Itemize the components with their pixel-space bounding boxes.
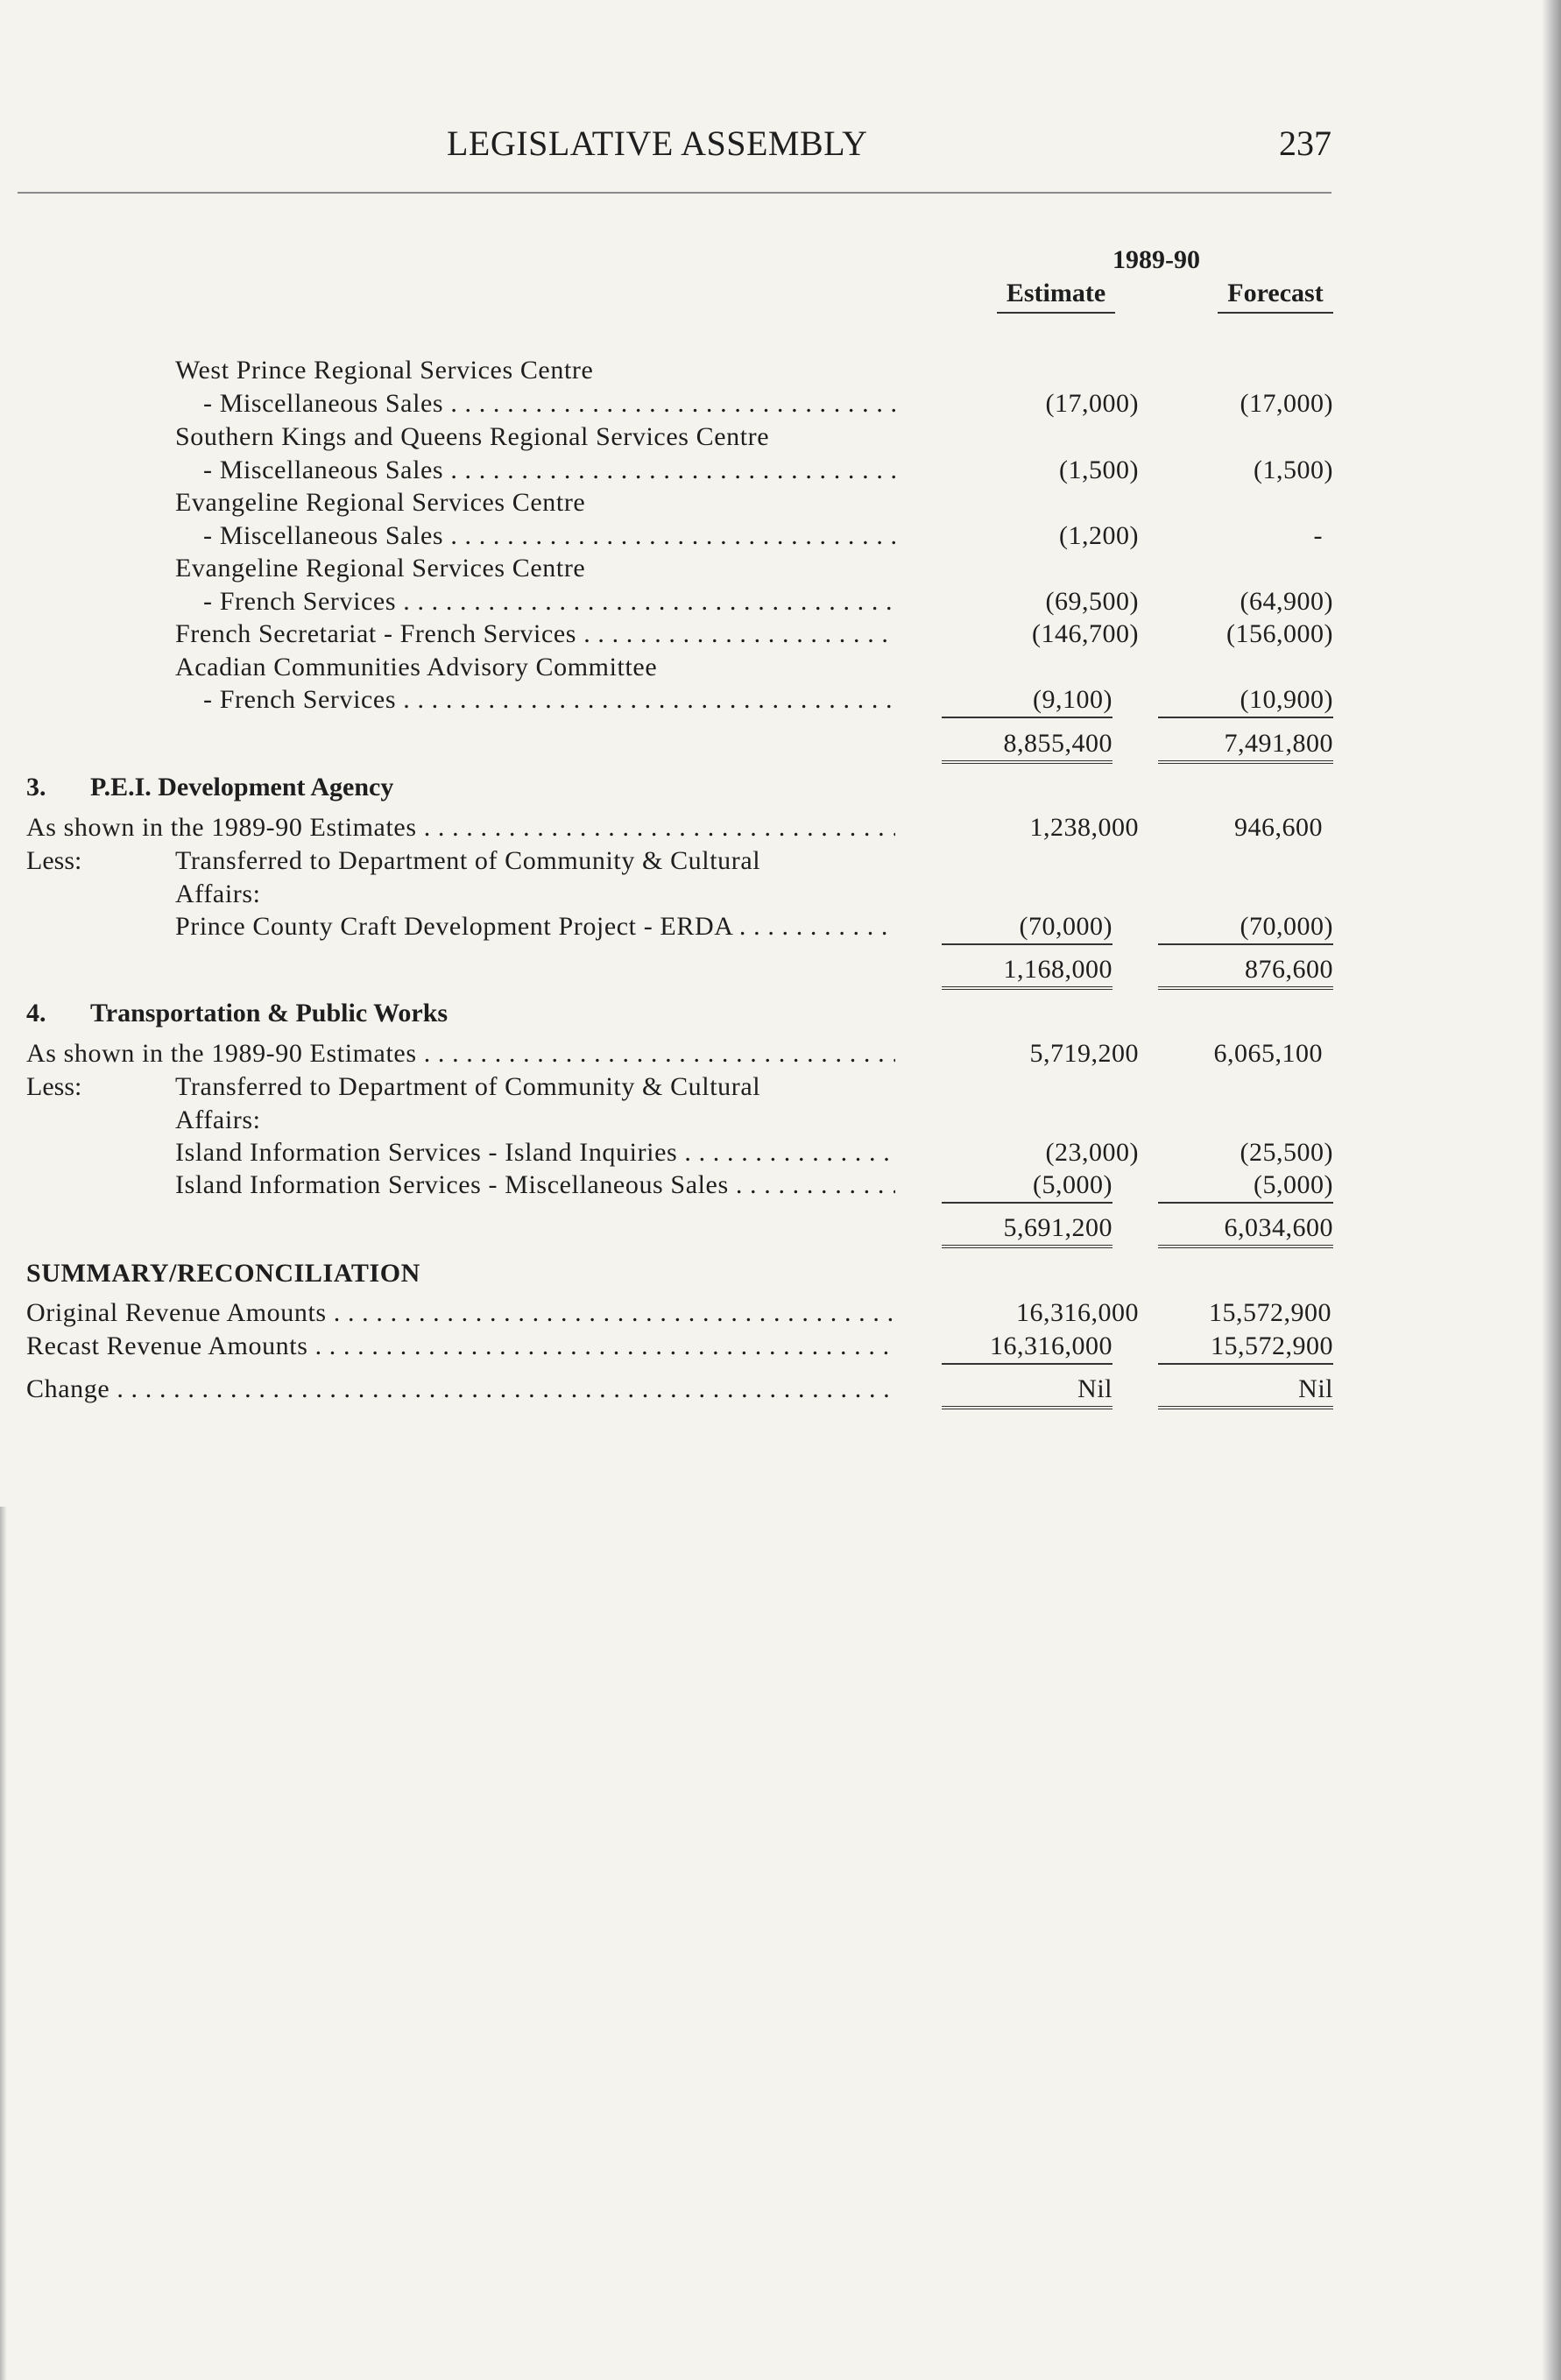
line-item <box>0 618 1561 651</box>
estimate-value: (23,000) <box>1045 1138 1139 1167</box>
line-item-label: Affairs: <box>175 879 261 908</box>
line-item <box>0 878 1561 911</box>
forecast-value: (1,500) <box>1254 456 1333 484</box>
line-item-label: - French Services . . . <box>203 683 895 717</box>
less-label: Less: <box>26 1072 82 1101</box>
line-item-label: Acadian Communities Advisory Committee <box>175 653 658 682</box>
summary-title: SUMMARY/RECONCILIATION <box>26 1259 420 1288</box>
section-number: 4. <box>26 999 46 1028</box>
summary-row <box>0 1373 1561 1406</box>
line-item <box>0 486 1561 519</box>
column-year-heading: 1989-90 <box>1112 245 1200 274</box>
section-heading <box>0 997 1561 1030</box>
summary-row <box>0 1296 1561 1330</box>
estimate-subtotal: 8,855,400 <box>942 727 1112 764</box>
line-item-label: - Miscellaneous Sales . . . <box>203 387 895 420</box>
forecast-value: (10,900) <box>1158 683 1333 718</box>
line-item-label: Change . . . <box>26 1373 895 1406</box>
line-item <box>0 454 1561 487</box>
forecast-value: 946,600 <box>1234 813 1323 842</box>
estimate-value: 16,316,000 <box>942 1330 1112 1365</box>
column-estimate-heading: Estimate <box>997 279 1115 314</box>
estimate-subtotal: 1,168,000 <box>942 953 1112 990</box>
estimate-value: (17,000) <box>1045 389 1139 418</box>
line-item-label: West Prince Regional Services Centre <box>175 356 594 385</box>
forecast-subtotal: 876,600 <box>1158 953 1333 990</box>
estimate-value: (146,700) <box>1032 619 1139 648</box>
forecast-value: (25,500) <box>1240 1138 1333 1167</box>
summary-row <box>0 1330 1561 1363</box>
running-header <box>18 123 1331 175</box>
line-item <box>0 420 1561 454</box>
line-item <box>0 387 1561 420</box>
line-item <box>0 651 1561 684</box>
estimate-value: 16,316,000 <box>1016 1298 1139 1327</box>
estimate-value: (70,000) <box>942 910 1112 945</box>
line-item <box>0 1037 1561 1070</box>
estimate-value: Nil <box>942 1373 1112 1409</box>
forecast-value: (64,900) <box>1240 587 1333 616</box>
estimate-value: 5,719,200 <box>1029 1039 1139 1068</box>
line-item <box>0 354 1561 387</box>
line-item-label: Evangeline Regional Services Centre <box>175 488 586 517</box>
forecast-subtotal: 6,034,600 <box>1158 1211 1333 1248</box>
line-item <box>0 1070 1561 1104</box>
line-item-label: - French Services . . . <box>203 585 895 618</box>
forecast-value: (156,000) <box>1226 619 1333 648</box>
column-forecast-heading: Forecast <box>1218 279 1333 314</box>
estimate-subtotal: 5,691,200 <box>942 1211 1112 1248</box>
estimate-value: (9,100) <box>942 683 1112 718</box>
header-title: LEGISLATIVE ASSEMBLY <box>447 124 868 163</box>
forecast-value: 15,572,900 <box>1158 1330 1333 1365</box>
line-item <box>0 1169 1561 1202</box>
line-item <box>0 519 1561 553</box>
estimate-value: (5,000) <box>942 1169 1112 1204</box>
subtotal-row <box>0 727 1561 760</box>
forecast-value: (17,000) <box>1240 389 1333 418</box>
line-item <box>0 585 1561 618</box>
line-item-label: French Secretariat - French Services . . . <box>175 618 895 651</box>
forecast-value: (70,000) <box>1158 910 1333 945</box>
line-item-label: - Miscellaneous Sales . . . <box>203 519 895 553</box>
line-item-label: Southern Kings and Queens Regional Services Centre <box>175 422 770 451</box>
line-item-label: As shown in the 1989-90 Estimates . . . <box>26 811 895 844</box>
estimate-value: (69,500) <box>1045 587 1139 616</box>
section-heading <box>0 771 1561 804</box>
line-item <box>0 1104 1561 1137</box>
line-item-label: Evangeline Regional Services Centre <box>175 554 586 583</box>
subtotal-row <box>0 953 1561 986</box>
forecast-value: (5,000) <box>1158 1169 1333 1204</box>
page-number: 237 <box>1279 124 1331 163</box>
line-item <box>0 844 1561 878</box>
forecast-subtotal: 7,491,800 <box>1158 727 1333 764</box>
line-item-label: Island Information Services - Island Inquiries . . . <box>175 1136 895 1169</box>
line-item-label: Original Revenue Amounts . . . <box>26 1296 895 1330</box>
less-label: Less: <box>26 846 82 875</box>
line-item-label: Transferred to Department of Community & Cultural <box>175 846 761 875</box>
summary-heading <box>0 1257 1561 1290</box>
page-edge-shadow-left <box>0 1507 7 2380</box>
estimate-value: (1,200) <box>1059 521 1139 550</box>
forecast-value: - <box>1313 521 1323 550</box>
section-number: 3. <box>26 773 46 802</box>
forecast-value: 6,065,100 <box>1213 1039 1323 1068</box>
line-item-label: - Miscellaneous Sales . . . <box>203 454 895 487</box>
estimate-value: (1,500) <box>1059 456 1139 484</box>
line-item-label: As shown in the 1989-90 Estimates . . . <box>26 1037 895 1070</box>
line-item <box>0 1136 1561 1169</box>
estimate-value: 1,238,000 <box>1029 813 1139 842</box>
section-title: Transportation & Public Works <box>90 999 449 1028</box>
line-item-label: Transferred to Department of Community & Cultural <box>175 1072 761 1101</box>
section-title: P.E.I. Development Agency <box>90 773 394 802</box>
line-item <box>0 683 1561 717</box>
forecast-value: Nil <box>1158 1373 1333 1409</box>
forecast-value: 15,572,900 <box>1209 1298 1331 1327</box>
line-item-label: Prince County Craft Development Project - ERDA . . . <box>175 910 895 943</box>
line-item <box>0 910 1561 943</box>
line-item-label: Recast Revenue Amounts . . . <box>26 1330 895 1363</box>
line-item-label: Island Information Services - Miscellaneous Sales . . . <box>175 1169 895 1202</box>
line-item <box>0 552 1561 585</box>
header-rule <box>18 192 1331 194</box>
line-item <box>0 811 1561 844</box>
subtotal-row <box>0 1211 1561 1245</box>
line-item-label: Affairs: <box>175 1105 261 1134</box>
